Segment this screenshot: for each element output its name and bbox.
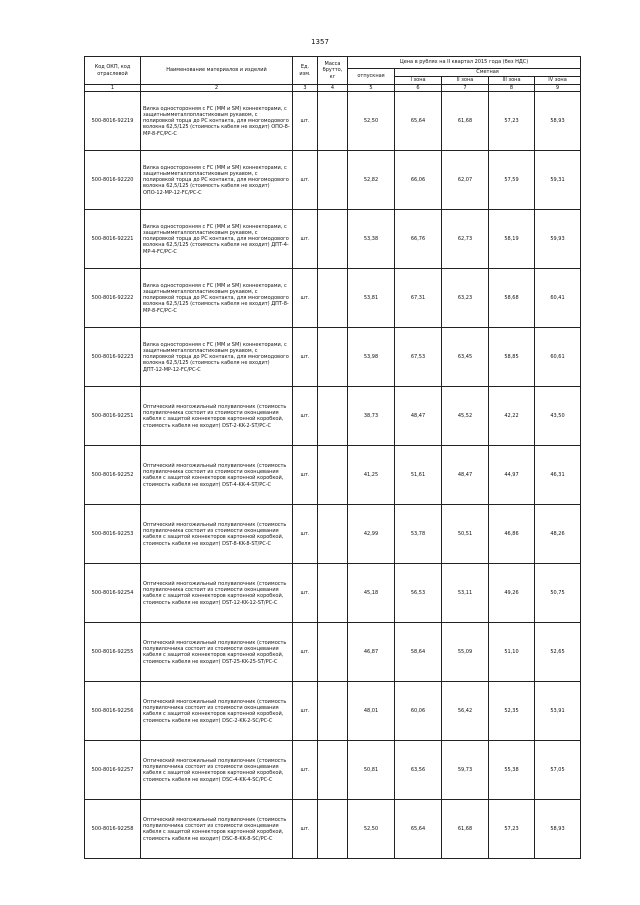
cell-code: 500-8016-92220 (85, 151, 141, 210)
cell-release-price: 53,38 (348, 210, 395, 269)
cell-mass (318, 210, 348, 269)
cell-code: 500-8016-92254 (85, 564, 141, 623)
cell-release-price: 52,82 (348, 151, 395, 210)
cell-release-price: 48,01 (348, 682, 395, 741)
table-row (85, 328, 581, 387)
cell-name: Оптический многожильный полувилочник (стоимость полувилочника состоит из стоимости оконцевания кабеля с защитой коннекторов картонной коробкой, стоимость кабеля не входит) DST-12-KK-12-ST/PC-C (141, 564, 293, 623)
cell-mass (318, 564, 348, 623)
cell-zone-1-price: 65,64 (395, 92, 442, 151)
cell-mass (318, 741, 348, 800)
cell-zone-3-price: 57,23 (489, 800, 535, 859)
cell-mass (318, 800, 348, 859)
cell-zone-2-price: 59,73 (442, 741, 489, 800)
cell-unit: шт. (293, 800, 318, 859)
cell-unit: шт. (293, 446, 318, 505)
cell-mass (318, 269, 348, 328)
cell-code: 500-8016-92257 (85, 741, 141, 800)
cell-zone-3-price: 44,97 (489, 446, 535, 505)
cell-code: 500-8016-92222 (85, 269, 141, 328)
cell-name: Оптический многожильный полувилочник (стоимость полувилочника состоит из стоимости оконцевания кабеля с защитой коннекторов картонной коробкой, стоимость кабеля не входит) DST-4-KK-4-ST/PC-C (141, 446, 293, 505)
cell-zone-2-price: 62,73 (442, 210, 489, 269)
column-number: 6 (395, 85, 442, 92)
cell-zone-4-price: 57,05 (535, 741, 581, 800)
column-numbers-row (85, 85, 581, 92)
table-row (85, 623, 581, 682)
cell-mass (318, 92, 348, 151)
cell-zone-1-price: 67,31 (395, 269, 442, 328)
cell-release-price: 38,73 (348, 387, 395, 446)
cell-mass (318, 387, 348, 446)
cell-zone-2-price: 48,47 (442, 446, 489, 505)
cell-zone-2-price: 53,11 (442, 564, 489, 623)
header-price-group: Цена в рублях на II квартал 2015 года (без НДС) (348, 57, 581, 69)
cell-zone-2-price: 50,51 (442, 505, 489, 564)
cell-code: 500-8016-92252 (85, 446, 141, 505)
cell-unit: шт. (293, 210, 318, 269)
cell-name: Оптический многожильный полувилочник (стоимость полувилочника состоит из стоимости оконцевания кабеля с защитой коннекторов картонной коробкой, стоимость кабеля не входит) DST-8-KK-8-ST/PC-C (141, 505, 293, 564)
cell-name: Оптический многожильный полувилочник (стоимость полувилочника состоит из стоимости оконцевания кабеля с защитой коннекторов картонной коробкой, стоимость кабеля не входит) DSC-2-KK-2-SC/PC-C (141, 682, 293, 741)
cell-zone-3-price: 52,35 (489, 682, 535, 741)
cell-zone-3-price: 58,85 (489, 328, 535, 387)
cell-release-price: 52,50 (348, 800, 395, 859)
cell-unit: шт. (293, 682, 318, 741)
table-row (85, 800, 581, 859)
cell-zone-3-price: 51,10 (489, 623, 535, 682)
cell-name: Вилка односторонняя с FC (ММ и SM) коннекторами, с защитнымметаллопластиковым рукавом, с полировкой торца до PC контакта, для многомодового волокна 62,5/125 (стоимость кабеля не входит) ДПТ-12-MP-12-FC/PC-C (141, 328, 293, 387)
cell-unit: шт. (293, 741, 318, 800)
cell-unit: шт. (293, 92, 318, 151)
cell-unit: шт. (293, 564, 318, 623)
cell-name: Вилка односторонняя с FC (ММ и SM) коннекторами, с защитнымметаллопластиковым рукавом, с полировкой торца до PC контакта, для многомодового волокна 62,5/125 (стоимость кабеля не входит) ОПО-12-MP-12-FC/PC-C (141, 151, 293, 210)
price-table (84, 56, 581, 859)
cell-zone-2-price: 61,68 (442, 92, 489, 151)
cell-zone-1-price: 65,64 (395, 800, 442, 859)
cell-release-price: 52,50 (348, 92, 395, 151)
cell-release-price: 42,99 (348, 505, 395, 564)
cell-zone-4-price: 46,31 (535, 446, 581, 505)
table-row (85, 446, 581, 505)
cell-zone-1-price: 66,06 (395, 151, 442, 210)
cell-unit: шт. (293, 387, 318, 446)
header-zone-3: III зона (489, 77, 535, 85)
cell-zone-4-price: 50,75 (535, 564, 581, 623)
cell-name: Оптический многожильный полувилочник (стоимость полувилочника состоит из стоимости оконцевания кабеля с защитой коннекторов картонной коробкой, стоимость кабеля не входит) DST-2-KK-2-ST/PC-C (141, 387, 293, 446)
cell-zone-4-price: 52,65 (535, 623, 581, 682)
cell-zone-3-price: 46,86 (489, 505, 535, 564)
cell-zone-1-price: 51,61 (395, 446, 442, 505)
cell-unit: шт. (293, 269, 318, 328)
cell-name: Оптический многожильный полувилочник (стоимость полувилочника состоит из стоимости оконцевания кабеля с защитой коннекторов картонной коробкой, стоимость кабеля не входит) DST-25-KK-25-ST/PC-C (141, 623, 293, 682)
table-row (85, 269, 581, 328)
column-number: 8 (489, 85, 535, 92)
cell-unit: шт. (293, 151, 318, 210)
header-estimate-price: Сметная (395, 69, 581, 77)
cell-zone-4-price: 48,26 (535, 505, 581, 564)
cell-zone-3-price: 49,26 (489, 564, 535, 623)
table-row (85, 92, 581, 151)
cell-code: 500-8016-92256 (85, 682, 141, 741)
cell-zone-1-price: 58,64 (395, 623, 442, 682)
cell-zone-3-price: 57,59 (489, 151, 535, 210)
cell-zone-4-price: 60,41 (535, 269, 581, 328)
cell-zone-2-price: 63,45 (442, 328, 489, 387)
cell-mass (318, 328, 348, 387)
cell-mass (318, 682, 348, 741)
cell-name: Оптический многожильный полувилочник (стоимость полувилочника состоит из стоимости оконцевания кабеля с защитой коннекторов картонной коробкой, стоимость кабеля не входит) DSC-4-KK-4-SC/PC-C (141, 741, 293, 800)
cell-mass (318, 151, 348, 210)
cell-zone-4-price: 43,50 (535, 387, 581, 446)
cell-release-price: 45,18 (348, 564, 395, 623)
cell-zone-1-price: 67,53 (395, 328, 442, 387)
cell-zone-3-price: 58,68 (489, 269, 535, 328)
cell-unit: шт. (293, 328, 318, 387)
price-table-body (85, 92, 581, 859)
page-number: 1357 (311, 38, 329, 46)
column-number: 7 (442, 85, 489, 92)
cell-mass (318, 623, 348, 682)
cell-zone-1-price: 53,78 (395, 505, 442, 564)
header-zone-4: IV зона (535, 77, 581, 85)
cell-release-price: 53,98 (348, 328, 395, 387)
cell-zone-1-price: 56,53 (395, 564, 442, 623)
column-number: 5 (348, 85, 395, 92)
cell-mass (318, 446, 348, 505)
header-code: Код ОКП, код отраслевой (85, 57, 141, 85)
table-row (85, 151, 581, 210)
cell-name: Вилка односторонняя с FC (ММ и SM) коннекторами, с защитнымметаллопластиковым рукавом, с полировкой торца до PC контакта, для многомодового волокна 62,5/125 (стоимость кабеля не входит) ДПТ-4-MP-4-FC/PC-C (141, 210, 293, 269)
cell-release-price: 41,25 (348, 446, 395, 505)
header-name: Наименование материалов и изделий (141, 57, 293, 85)
table-row (85, 741, 581, 800)
header-zone-1: I зона (395, 77, 442, 85)
cell-zone-2-price: 55,09 (442, 623, 489, 682)
cell-unit: шт. (293, 623, 318, 682)
cell-zone-1-price: 66,76 (395, 210, 442, 269)
cell-zone-3-price: 57,23 (489, 92, 535, 151)
table-row (85, 682, 581, 741)
cell-unit: шт. (293, 505, 318, 564)
cell-name: Оптический многожильный полувилочник (стоимость полувилочника состоит из стоимости оконцевания кабеля с защитой коннекторов картонной коробкой, стоимость кабеля не входит) DSC-8-KK-8-SC/PC-C (141, 800, 293, 859)
cell-release-price: 50,81 (348, 741, 395, 800)
cell-zone-1-price: 63,56 (395, 741, 442, 800)
header-release-price: отпускная (348, 69, 395, 85)
cell-code: 500-8016-92258 (85, 800, 141, 859)
cell-zone-4-price: 58,93 (535, 800, 581, 859)
cell-code: 500-8016-92219 (85, 92, 141, 151)
table-row (85, 210, 581, 269)
cell-zone-2-price: 62,07 (442, 151, 489, 210)
column-number: 1 (85, 85, 141, 92)
cell-code: 500-8016-92253 (85, 505, 141, 564)
cell-zone-4-price: 60,61 (535, 328, 581, 387)
cell-zone-4-price: 53,91 (535, 682, 581, 741)
cell-zone-3-price: 58,19 (489, 210, 535, 269)
cell-zone-3-price: 42,22 (489, 387, 535, 446)
column-number: 2 (141, 85, 293, 92)
cell-zone-2-price: 45,52 (442, 387, 489, 446)
header-zone-2: II зона (442, 77, 489, 85)
cell-zone-2-price: 63,23 (442, 269, 489, 328)
header-unit: Ед. изм. (293, 57, 318, 85)
cell-zone-4-price: 58,93 (535, 92, 581, 151)
cell-zone-2-price: 56,42 (442, 682, 489, 741)
cell-zone-4-price: 59,31 (535, 151, 581, 210)
cell-release-price: 53,81 (348, 269, 395, 328)
cell-name: Вилка односторонняя с FC (ММ и SM) коннекторами, с защитнымметаллопластиковым рукавом, с полировкой торца до PC контакта, для многомодового волокна 62,5/125 (стоимость кабеля не входит) ОПО-8-MP-8-FC/PC-C (141, 92, 293, 151)
table-row (85, 564, 581, 623)
cell-code: 500-8016-92251 (85, 387, 141, 446)
cell-code: 500-8016-92223 (85, 328, 141, 387)
cell-name: Вилка односторонняя с FC (ММ и SM) коннекторами, с защитнымметаллопластиковым рукавом, с полировкой торца до PC контакта, для многомодового волокна 62,5/125 (стоимость кабеля не входит) ДПТ-8-MP-8-FC/PC-C (141, 269, 293, 328)
header-mass: Масса брутто, кг (318, 57, 348, 85)
column-number: 3 (293, 85, 318, 92)
cell-zone-4-price: 59,93 (535, 210, 581, 269)
cell-mass (318, 505, 348, 564)
cell-zone-1-price: 48,47 (395, 387, 442, 446)
cell-zone-3-price: 55,38 (489, 741, 535, 800)
cell-zone-2-price: 61,68 (442, 800, 489, 859)
cell-code: 500-8016-92255 (85, 623, 141, 682)
column-number: 4 (318, 85, 348, 92)
table-row (85, 505, 581, 564)
cell-release-price: 46,87 (348, 623, 395, 682)
table-row (85, 387, 581, 446)
cell-code: 500-8016-92221 (85, 210, 141, 269)
cell-zone-1-price: 60,06 (395, 682, 442, 741)
column-number: 9 (535, 85, 581, 92)
